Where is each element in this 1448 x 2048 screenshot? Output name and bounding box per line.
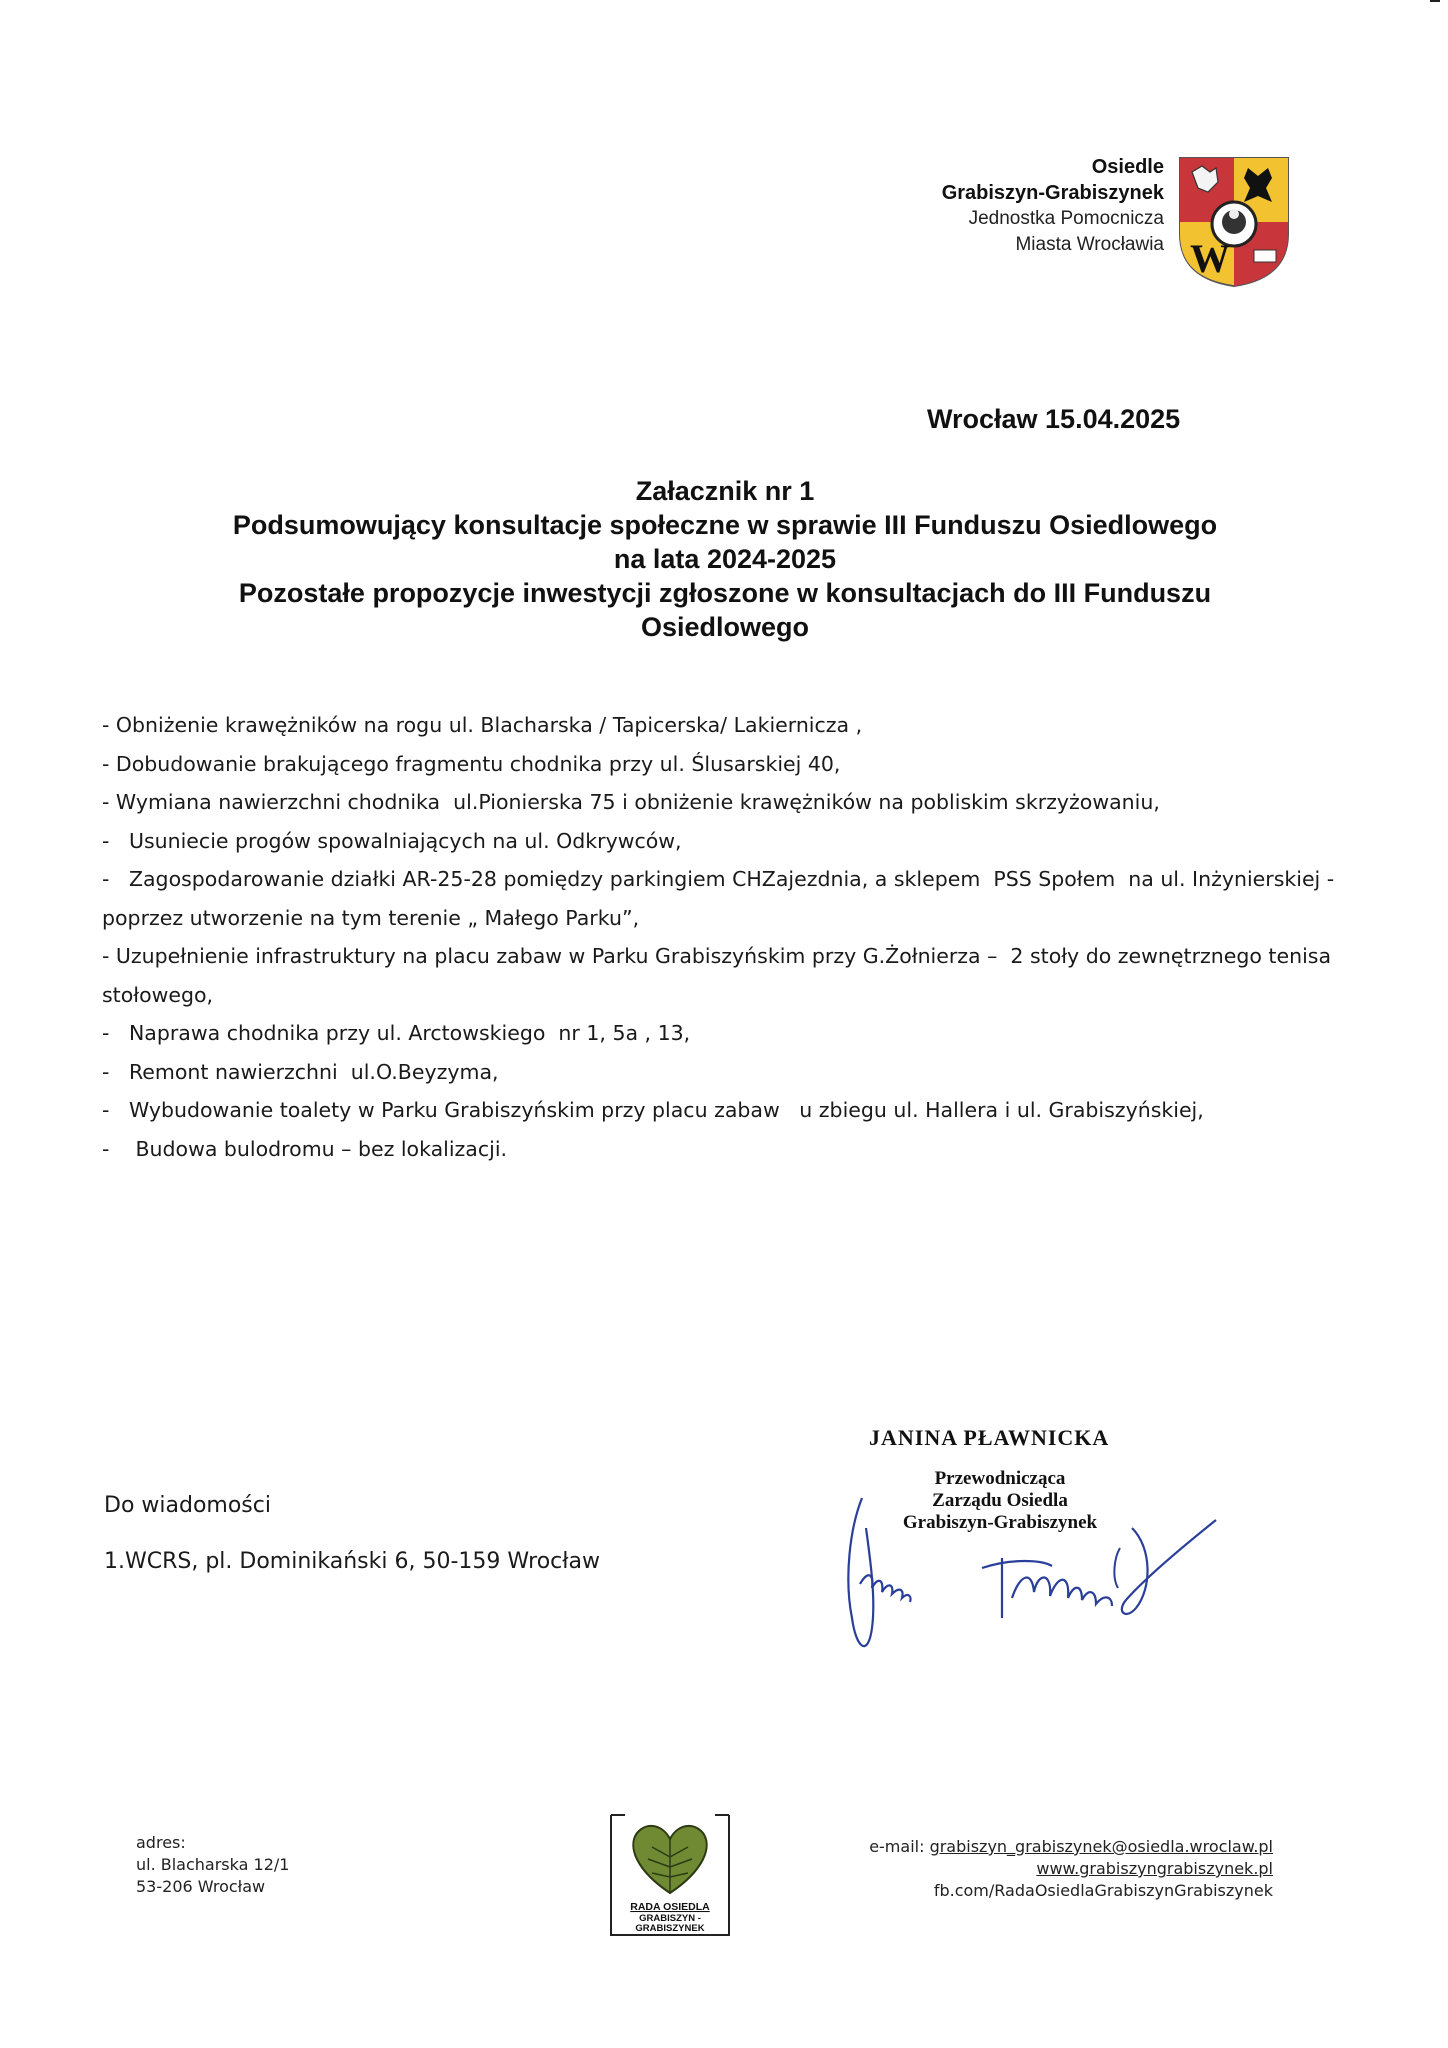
email-link[interactable]: grabiszyn_grabiszynek@osiedla.wroclaw.pl [929,1837,1273,1856]
footer-address [136,1832,289,1898]
list-item: - Usuniecie progów spowalniających na ul. Odkrywców, [102,828,682,853]
address-label: adres: [136,1833,186,1852]
council-leaf-logo [607,1807,733,1939]
cc-entry: 1.WCRS, pl. Dominikański 6, 50-159 Wrocław [104,1549,600,1574]
website-link[interactable]: www.grabiszyngrabiszynek.pl [1036,1859,1273,1878]
address-line-1: ul. Blacharska 12/1 [136,1855,290,1874]
header-line-2: Grabiszyn-Grabiszynek [941,182,1164,204]
header-line-4: Miasta Wrocławia [1015,234,1164,255]
list-item: - Wybudowanie toalety w Parku Grabiszyńskim przy placu zabaw u zbiegu ul. Hallera i ul. Grabiszyńskiej, [102,1098,1204,1122]
list-item: - Budowa bulodromu – bez lokalizacji. [102,1136,508,1161]
footer-contact [869,1836,1273,1902]
signatory-role-line-2: Zarządu Osiedla [932,1490,1068,1511]
carbon-copy [104,1478,600,1590]
title-line-1: Załacznik nr 1 [635,476,815,506]
list-item: - Remont nawierzchni ul.O.Beyzyma, [102,1059,499,1084]
district-header [942,154,1164,258]
title-line-4: Pozostałe propozycje inwestycji zgłoszone w konsultacjach do III Funduszu [238,578,1212,608]
title-line-5: Osiedlowego [640,612,810,642]
logo-text-1: RADA OSIEDLA [630,1901,710,1913]
scan-edge-mark [1430,0,1440,2]
wroclaw-coat-of-arms-icon [1176,154,1292,290]
list-item: - Dobudowanie brakującego fragmentu chodnika przy ul. Ślusarskiej 40, [102,751,841,776]
address-line-2: 53-206 Wrocław [136,1877,266,1896]
cc-label: Do wiadomości [104,1493,271,1518]
title-line-3: na lata 2024-2025 [613,544,837,574]
logo-text-2: GRABISZYN - [639,1913,701,1924]
list-item: - Uzupełnienie infrastruktury na placu zabaw w Parku Grabiszyńskim przy G.Żołnierza – 2 stoły do zewnętrznego tenisa stołowego, [102,944,1338,1007]
list-item: - Naprawa chodnika przy ul. Arctowskiego nr 1, 5a , 13, [102,1021,691,1045]
signatory-role-line-1: Przewodnicząca [934,1468,1066,1489]
title-line-2: Podsumowujący konsultacje społeczne w sprawie III Funduszu Osiedlowego [232,510,1218,540]
proposal-list [102,706,1348,1168]
document-date: Wrocław 15.04.2025 [927,404,1181,434]
email-line [869,1836,1273,1858]
email-label: e-mail: [869,1837,930,1856]
logo-text-3: GRABISZYNEK [635,1923,705,1934]
facebook-link[interactable]: fb.com/RadaOsiedlaGrabiszynGrabiszynek [933,1881,1273,1900]
signatory-role-line-3: Grabiszyn-Grabiszynek [902,1512,1098,1533]
list-item: - Zagospodarowanie działki AR-25-28 pomiędzy parkingiem CHZajezdnia, a sklepem PSS Społem na ul. Inżynierskiej - poprzez utworzenie na tym terenie „ Małego Parku”, [102,867,1348,930]
list-item: - Wymiana nawierzchni chodnika ul.Pionierska 75 i obniżenie krawężników na pobliskim skrzyżowaniu, [102,790,1160,814]
header-line-1: Osiedle [1091,156,1164,178]
signatory-name: JANINA PŁAWNICKA [869,1425,1110,1450]
document-title [150,474,1300,644]
list-item: - Obniżenie krawężników na rogu ul. Blacharska / Tapicerska/ Lakiernicza , [102,713,863,737]
crest-letter: W [1190,236,1230,281]
header-line-3: Jednostka Pomocnicza [968,208,1164,229]
handwritten-signature [832,1488,1232,1668]
